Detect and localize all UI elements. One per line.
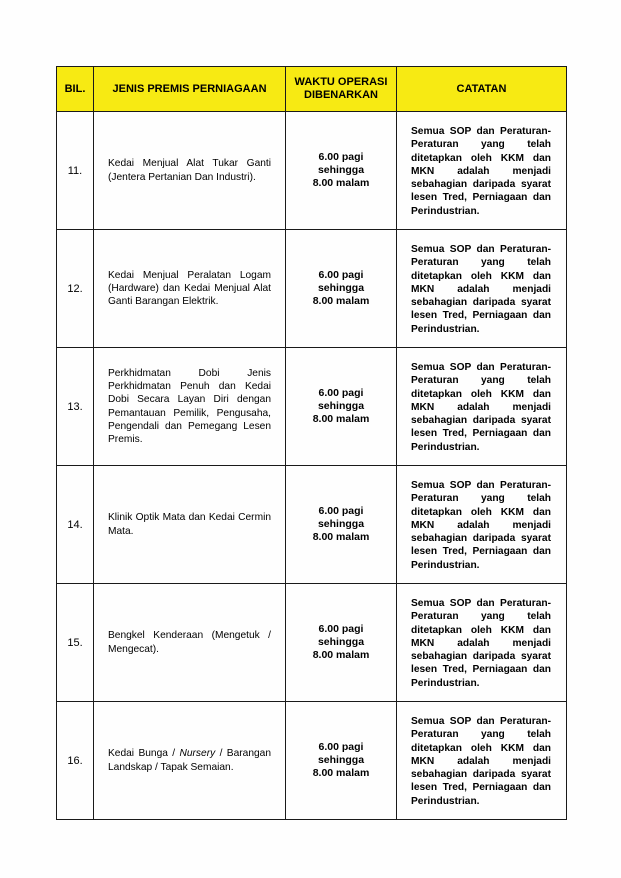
row-catatan-text: Semua SOP dan Peraturan-Peraturan yang telah ditetapkan oleh KKM dan MKN adalah menjadi sebahagian daripada syarat lesen Tred, Perniagaan dan Perindustrian. bbox=[411, 244, 551, 335]
row-jenis-premis bbox=[94, 348, 286, 466]
header-catatan: CATATAN bbox=[397, 67, 567, 112]
waktu-end: 8.00 malam bbox=[312, 531, 370, 544]
row-waktu-operasi bbox=[286, 584, 397, 702]
row-catatan-text: Semua SOP dan Peraturan-Peraturan yang telah ditetapkan oleh KKM dan MKN adalah menjadi sebahagian daripada syarat lesen Tred, Perniagaan dan Perindustrian. bbox=[411, 480, 551, 571]
row-jenis-text bbox=[108, 747, 271, 773]
table-row bbox=[57, 702, 567, 820]
header-jenis-premis: JENIS PREMIS PERNIAGAAN bbox=[94, 67, 286, 112]
row-catatan bbox=[397, 230, 567, 348]
waktu-connector: sehingga bbox=[317, 517, 365, 530]
waktu-start: 6.00 pagi bbox=[318, 268, 364, 281]
row-waktu-operasi bbox=[286, 230, 397, 348]
row-bil: 11. bbox=[57, 112, 94, 230]
table-row bbox=[57, 348, 567, 466]
row-catatan bbox=[397, 584, 567, 702]
row-bil: 16. bbox=[57, 702, 94, 820]
waktu-end: 8.00 malam bbox=[312, 649, 370, 662]
header-waktu-operasi bbox=[286, 67, 397, 112]
waktu-start: 6.00 pagi bbox=[318, 150, 364, 163]
row-jenis-premis bbox=[94, 466, 286, 584]
row-waktu-operasi bbox=[286, 466, 397, 584]
row-waktu-operasi bbox=[286, 112, 397, 230]
row-waktu-operasi bbox=[286, 348, 397, 466]
header-waktu-line1: WAKTU OPERASI bbox=[294, 76, 388, 88]
row-jenis-premis bbox=[94, 112, 286, 230]
row-jenis-text: Kedai Menjual Alat Tukar Ganti (Jentera Pertanian Dan Industri). bbox=[108, 158, 271, 183]
jenis-part-a: Kedai Bunga / bbox=[108, 748, 180, 760]
waktu-start: 6.00 pagi bbox=[318, 622, 364, 635]
row-jenis-premis bbox=[94, 584, 286, 702]
row-bil: 12. bbox=[57, 230, 94, 348]
waktu-end: 8.00 malam bbox=[312, 295, 370, 308]
row-bil: 14. bbox=[57, 466, 94, 584]
row-catatan bbox=[397, 112, 567, 230]
waktu-end: 8.00 malam bbox=[312, 413, 370, 426]
row-catatan-text: Semua SOP dan Peraturan-Peraturan yang telah ditetapkan oleh KKM dan MKN adalah menjadi sebahagian daripada syarat lesen Tred, Perniagaan dan Perindustrian. bbox=[411, 716, 551, 807]
jenis-part-nursery: Nursery bbox=[179, 748, 216, 760]
row-jenis-premis bbox=[94, 230, 286, 348]
table-row bbox=[57, 230, 567, 348]
row-jenis-text: Perkhidmatan Dobi Jenis Perkhidmatan Penuh dan Kedai Dobi Secara Layan Diri dengan Pemantauan Pemilik, Pengusaha, Pengendali dan Pemegang Lesen Premis. bbox=[108, 367, 271, 445]
row-jenis-premis bbox=[94, 702, 286, 820]
waktu-start: 6.00 pagi bbox=[318, 740, 364, 753]
row-catatan bbox=[397, 348, 567, 466]
row-bil: 15. bbox=[57, 584, 94, 702]
header-bil: BIL. bbox=[57, 67, 94, 112]
row-bil: 13. bbox=[57, 348, 94, 466]
waktu-start: 6.00 pagi bbox=[318, 386, 364, 399]
row-jenis-text: Kedai Menjual Peralatan Logam (Hardware) dan Kedai Menjual Alat Ganti Barangan Elektrik. bbox=[108, 269, 271, 308]
row-waktu-operasi bbox=[286, 702, 397, 820]
waktu-connector: sehingga bbox=[317, 163, 365, 176]
row-jenis-text: Bengkel Kenderaan (Mengetuk / Mengecat). bbox=[108, 630, 271, 655]
row-catatan-text: Semua SOP dan Peraturan-Peraturan yang telah ditetapkan oleh KKM dan MKN adalah menjadi sebahagian daripada syarat lesen Tred, Perniagaan dan Perindustrian. bbox=[411, 126, 551, 217]
waktu-connector: sehingga bbox=[317, 635, 365, 648]
row-catatan bbox=[397, 466, 567, 584]
table-row bbox=[57, 112, 567, 230]
waktu-start: 6.00 pagi bbox=[318, 504, 364, 517]
waktu-end: 8.00 malam bbox=[312, 767, 370, 780]
row-catatan-text: Semua SOP dan Peraturan-Peraturan yang telah ditetapkan oleh KKM dan MKN adalah menjadi sebahagian daripada syarat lesen Tred, Perniagaan dan Perindustrian. bbox=[411, 598, 551, 689]
waktu-end: 8.00 malam bbox=[312, 177, 370, 190]
business-premises-table bbox=[56, 66, 567, 820]
waktu-connector: sehingga bbox=[317, 753, 365, 766]
table-header bbox=[57, 67, 567, 112]
row-jenis-text: Klinik Optik Mata dan Kedai Cermin Mata. bbox=[108, 512, 271, 537]
waktu-connector: sehingga bbox=[317, 281, 365, 294]
jenis-part-c: / Barangan Landskap / Tapak Semaian. bbox=[108, 748, 271, 773]
header-waktu-line2: DIBENARKAN bbox=[304, 89, 378, 101]
row-catatan bbox=[397, 702, 567, 820]
table-row bbox=[57, 584, 567, 702]
table-row bbox=[57, 466, 567, 584]
row-catatan-text: Semua SOP dan Peraturan-Peraturan yang telah ditetapkan oleh KKM dan MKN adalah menjadi sebahagian daripada syarat lesen Tred, Perniagaan dan Perindustrian. bbox=[411, 362, 551, 453]
waktu-connector: sehingga bbox=[317, 399, 365, 412]
